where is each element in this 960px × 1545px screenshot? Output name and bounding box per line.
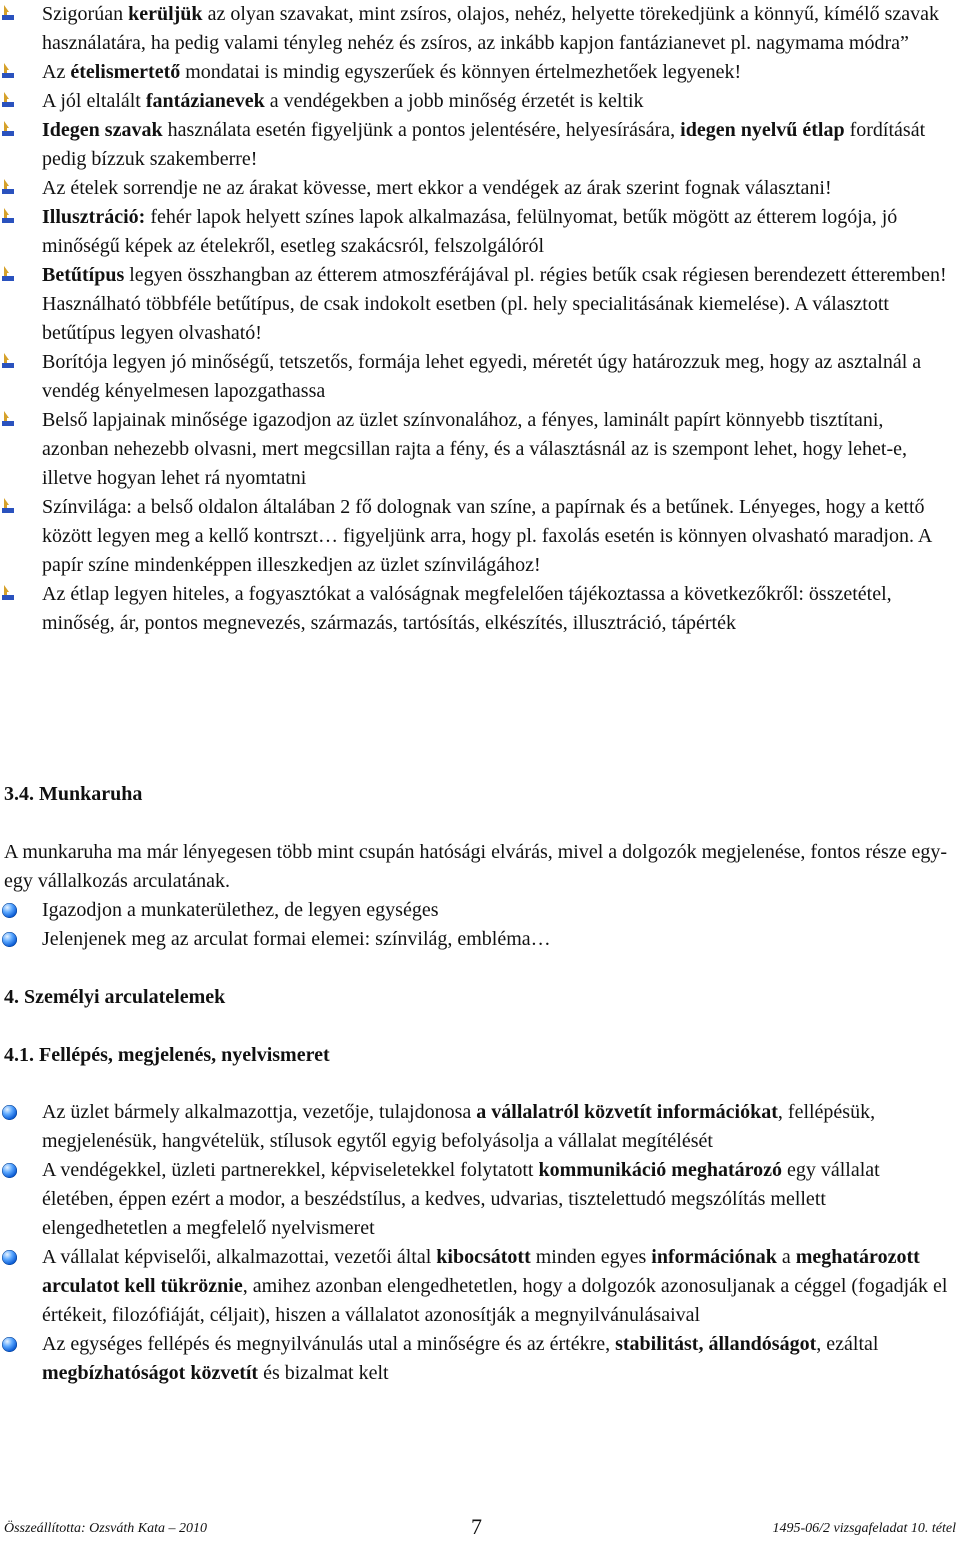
text: , fellépésük, megjelenésük, hangvételük, stílusok egytől egyig befolyásolja a vállalat megítélését	[42, 1101, 876, 1152]
list-item	[0, 203, 960, 261]
text: Színvilága: a belső oldalon általában 2 fő dolognak van színe, a papírnak és a betűnek. Lényeges, hogy a kettő között legyen meg a kellő kontrszt… figyeljünk arra, hogy pl. faxolás esetén is könnyen olvasható maradjon. A papír színe mindenképpen illeszkedjen az üzlet színvilágához!	[42, 496, 932, 576]
text: fehér lapok helyett színes lapok alkalmazása, felülnyomat, betűk mögött az étterem logója, jó minőségű képek az ételekről, esetleg szakácsról, felszolgálóról	[42, 206, 898, 257]
list-item	[0, 925, 960, 954]
list-item	[0, 261, 960, 348]
list-item	[0, 87, 960, 116]
text: A vendégekkel, üzleti partnerekkel, képviseletekkel folytatott	[42, 1159, 539, 1181]
bold-text: a vállalatról közvetít információkat	[476, 1101, 778, 1123]
round-bullet-icon	[2, 903, 17, 918]
bold-text: fantázianevek	[145, 90, 265, 112]
list-item	[0, 406, 960, 493]
list-item	[0, 896, 960, 925]
section-3-4-paragraph: A munkaruha ma már lényegesen több mint csupán hatósági elvárás, mivel a dolgozók megjelenése, fontos része egy-egy vállalkozás arculatának.	[4, 841, 948, 892]
bold-text: meghatározott arculatot kell tükröznie	[42, 1246, 920, 1297]
text: minden egyes	[530, 1246, 652, 1268]
bold-text: idegen nyelvű étlap	[680, 119, 845, 141]
arrow-bullet-icon	[2, 121, 14, 137]
text: Az étlap legyen hiteles, a fogyasztókat a valóságnak megfelelően tájékoztassa a következőkről: összetétel, minőség, ár, pontos megnevezés, származás, tartósítás, elkészítés, illusztráció, tápérték	[42, 583, 892, 634]
round-bullet-icon	[2, 932, 17, 947]
text: A jól eltalált	[42, 90, 146, 112]
text: egy vállalat életében, éppen ezért a modor, a beszédstílus, a kedves, udvarias, tisztelettudó megszólítás mellett elengedhetetlen a megfelelő nyelvismeret	[42, 1159, 880, 1239]
menu-guidelines-list	[0, 0, 960, 638]
arrow-bullet-icon	[2, 208, 14, 224]
list-item	[0, 493, 960, 580]
arrow-bullet-icon	[2, 63, 14, 79]
text: és bizalmat kelt	[258, 1362, 389, 1384]
list-item	[0, 58, 960, 87]
workwear-list	[0, 896, 960, 954]
text: a	[776, 1246, 796, 1268]
text: Az üzlet bármely alkalmazottja, vezetője, tulajdonosa	[42, 1101, 477, 1123]
list-item	[0, 1156, 960, 1243]
bold-text: Illusztráció:	[42, 206, 146, 228]
section-heading-4-1: 4.1. Fellépés, megjelenés, nyelvismeret	[4, 1044, 330, 1066]
arrow-bullet-icon	[2, 411, 14, 427]
arrow-bullet-icon	[2, 266, 14, 282]
arrow-bullet-icon	[2, 92, 14, 108]
text: fordítását pedig bízzuk szakemberre!	[42, 119, 926, 170]
bold-text: kibocsátott	[436, 1246, 531, 1268]
text: legyen összhangban az étterem atmoszférájával pl. régies betűk csak régiesen berendezett étteremben! Használható többféle betűtípus, de csak indokolt esetben (pl. hely specialitásának kiemelése). A választott betűtípus legyen olvasható!	[42, 264, 947, 344]
bold-text: Idegen szavak	[42, 119, 163, 141]
round-bullet-icon	[2, 1105, 17, 1120]
bold-text: Betűtípus	[42, 264, 125, 286]
text: az olyan szavakat, mint zsíros, olajos, nehéz, helyette törekedjünk a könnyű, kímélő szavak használatára, ha pedig valami tényleg nehéz és zsíros, az inkább kapjon fantázianevet pl. nagymama módra”	[42, 3, 939, 54]
list-item	[0, 348, 960, 406]
bold-text: ételismertető	[70, 61, 181, 83]
bold-text: megbízhatóságot közvetít	[42, 1362, 259, 1384]
list-item	[0, 1098, 960, 1156]
round-bullet-icon	[2, 1337, 17, 1352]
text: Szigorúan	[42, 3, 129, 25]
text: Igazodjon a munkaterülethez, de legyen egységes	[42, 899, 439, 921]
bold-text: kommunikáció meghatározó	[538, 1159, 782, 1181]
list-item	[0, 0, 960, 58]
round-bullet-icon	[2, 1250, 17, 1265]
bold-text: információnak	[651, 1246, 777, 1268]
list-item	[0, 1243, 960, 1330]
arrow-bullet-icon	[2, 179, 14, 195]
text: Borítója legyen jó minőségű, tetszetős, formája lehet egyedi, méretét úgy határozzuk meg, hogy az asztalnál a vendég kényelmesen lapozgathassa	[42, 351, 922, 402]
text: használata esetén figyeljünk a pontos jelentésére, helyesírására,	[162, 119, 681, 141]
list-item	[0, 580, 960, 638]
text: Az	[42, 61, 71, 83]
section-heading-3-4: 3.4. Munkaruha	[4, 783, 143, 805]
footer-exam-code: 1495-06/2 vizsgafeladat 10. tétel	[772, 1521, 956, 1536]
text: , amihez azonban elengedhetetlen, hogy a dolgozók azonosuljanak a céggel (fogadják el értékeit, filozófiáját, céljait), hiszen a vállalatot azonosítják a megnyilvánulásaival	[42, 1275, 948, 1326]
arrow-bullet-icon	[2, 353, 14, 369]
text: Jelenjenek meg az arculat formai elemei: színvilág, embléma…	[42, 928, 551, 950]
list-item	[0, 1330, 960, 1388]
footer-author: Összeállította: Ozsváth Kata – 2010	[4, 1521, 208, 1536]
page-number: 7	[471, 1514, 482, 1539]
text: Az ételek sorrendje ne az árakat kövesse, mert ekkor a vendégek az árak szerint fognak választani!	[42, 177, 832, 199]
arrow-bullet-icon	[2, 585, 14, 601]
text: A vállalat képviselői, alkalmazottai, vezetői által	[42, 1246, 437, 1268]
bold-text: kerüljük	[128, 3, 203, 25]
section-heading-4: 4. Személyi arculatelemek	[4, 986, 226, 1008]
list-item	[0, 116, 960, 174]
text: mondatai is mindig egyszerűek és könnyen értelmezhetőek legyenek!	[180, 61, 742, 83]
text: a vendégekben a jobb minőség érzetét is keltik	[264, 90, 644, 112]
text: Az egységes fellépés és megnyilvánulás utal a minőségre és az értékre,	[42, 1333, 616, 1355]
appearance-list	[0, 1098, 960, 1388]
arrow-bullet-icon	[2, 498, 14, 514]
arrow-bullet-icon	[2, 5, 14, 21]
bold-text: stabilitást, állandóságot	[615, 1333, 817, 1355]
text: Belső lapjainak minősége igazodjon az üzlet színvonalához, a fényes, laminált papírt könnyebb tisztítani, azonban nehezebb olvasni, mert megcsillan rajta a fény, és a választásnál az is szempont lehet, hogy lehet-e, illetve hogyan lehet rá nyomtatni	[42, 409, 908, 489]
round-bullet-icon	[2, 1163, 17, 1178]
list-item	[0, 174, 960, 203]
text: , ezáltal	[816, 1333, 879, 1355]
